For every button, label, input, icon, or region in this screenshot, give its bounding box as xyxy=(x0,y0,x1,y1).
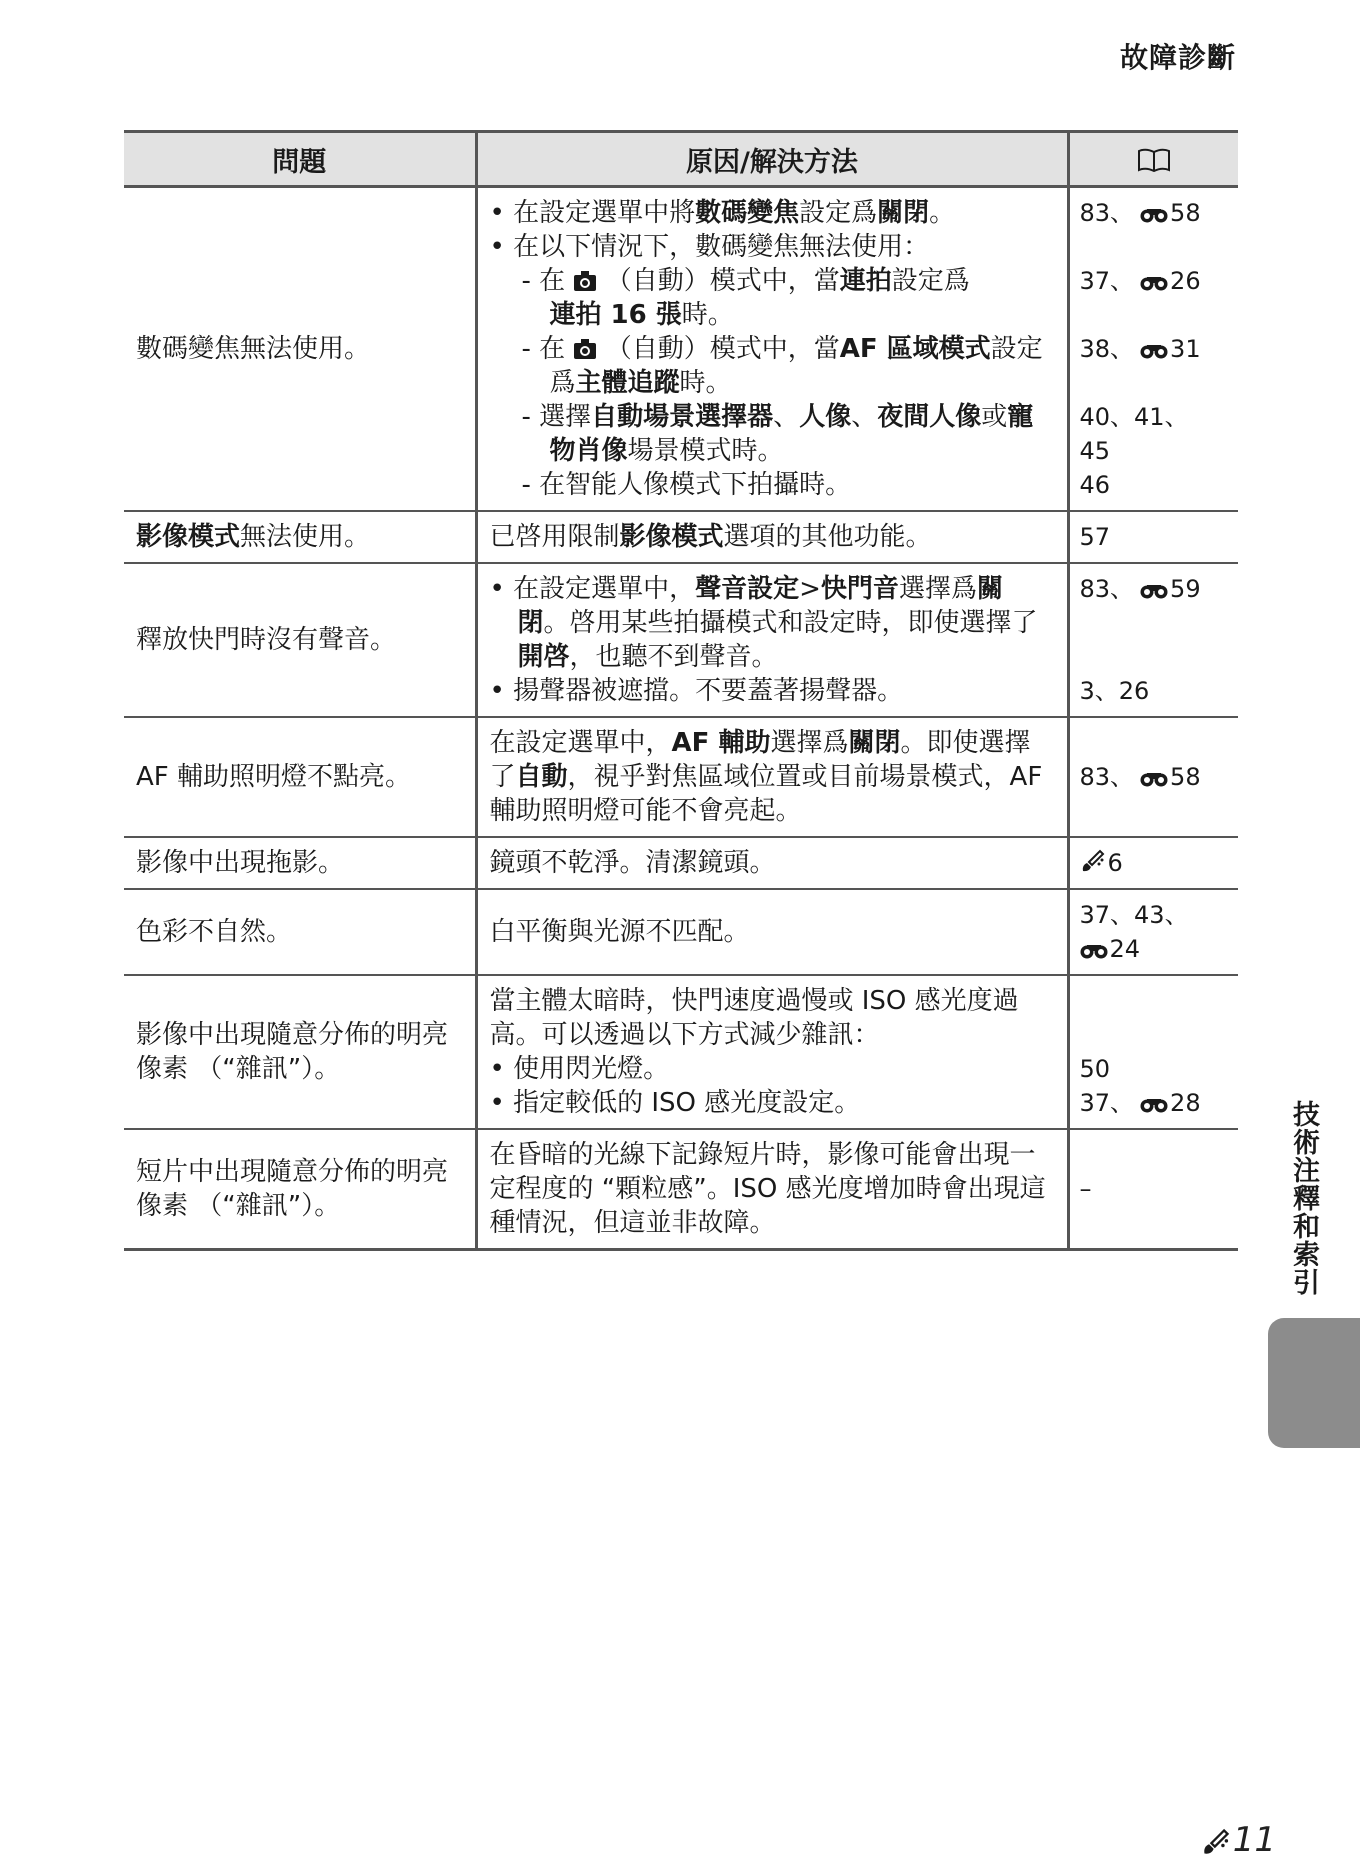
troubleshooting-table xyxy=(124,130,1238,1251)
reference-cell: 50 37、 28 xyxy=(1068,975,1238,1129)
paintbrush-icon xyxy=(1080,848,1106,874)
table-row xyxy=(124,511,1238,563)
table-row xyxy=(124,187,1238,512)
cause-cell: 鏡頭不乾淨。清潔鏡頭。 xyxy=(476,837,1068,889)
table-row xyxy=(124,1129,1238,1250)
binoculars-icon xyxy=(1140,582,1168,600)
problem-cell: 影像中出現隨意分佈的明亮像素 （“雜訊”）。 xyxy=(124,975,476,1129)
binoculars-icon xyxy=(1140,274,1168,292)
cause-cell: • 在設定選單中將數碼變焦設定爲關閉。 • 在以下情況下，數碼變焦無法使用： - 在 （自動）模式中，當連拍設定爲 連拍 16 張時。 - 在 （自動）模式中，當AF 區域模式設定爲主體追蹤時。 - 選擇自動場景選擇器、人像、夜間人像或寵物肖像場景模式時。 - 在智能人像模式下拍攝時。 xyxy=(476,187,1068,512)
page-number: 11 xyxy=(1201,1820,1276,1860)
header-page-reference xyxy=(1068,132,1238,187)
book-icon xyxy=(1137,148,1171,172)
reference-cell: 83、 58 37、 26 38、 31 40、41、 45 46 xyxy=(1068,187,1238,512)
reference-cell: 6 xyxy=(1068,837,1238,889)
problem-cell: 釋放快門時沒有聲音。 xyxy=(124,563,476,717)
table-row xyxy=(124,717,1238,837)
problem-cell: 短片中出現隨意分佈的明亮像素 （“雜訊”）。 xyxy=(124,1129,476,1250)
section-side-label: 技術注釋和索引 xyxy=(1288,1100,1319,1296)
section-tab-marker xyxy=(1268,1318,1360,1448)
reference-cell: 37、43、 24 xyxy=(1068,889,1238,975)
problem-cell: 影像中出現拖影。 xyxy=(124,837,476,889)
header-problem: 問題 xyxy=(124,132,476,187)
cause-cell: 當主體太暗時，快門速度過慢或 ISO 感光度過高。可以透過以下方式減少雜訊： • 使用閃光燈。 • 指定較低的 ISO 感光度設定。 xyxy=(476,975,1068,1129)
binoculars-icon xyxy=(1140,1096,1168,1114)
binoculars-icon xyxy=(1080,942,1108,960)
table-header-row xyxy=(124,132,1238,187)
cause-cell: 在昏暗的光線下記錄短片時，影像可能會出現一定程度的 “顆粒感”。ISO 感光度增加時會出現這種情況，但這並非故障。 xyxy=(476,1129,1068,1250)
problem-cell: 影像模式無法使用。 xyxy=(124,511,476,563)
page-header-title: 故障診斷 xyxy=(1119,41,1236,74)
reference-cell: 83、 58 xyxy=(1068,717,1238,837)
cause-cell: 在設定選單中，AF 輔助選擇爲關閉。即使選擇了自動，視乎對焦區域位置或目前場景模式，AF 輔助照明燈可能不會亮起。 xyxy=(476,717,1068,837)
table-row xyxy=(124,975,1238,1129)
camera-icon xyxy=(573,338,597,360)
table-row xyxy=(124,563,1238,717)
cause-cell: • 在設定選單中，聲音設定>快門音選擇爲關閉。啓用某些拍攝模式和設定時，即使選擇了開啓，也聽不到聲音。 • 揚聲器被遮擋。不要蓋著揚聲器。 xyxy=(476,563,1068,717)
reference-cell: 83、 59 3、26 xyxy=(1068,563,1238,717)
reference-cell: 57 xyxy=(1068,511,1238,563)
table-row xyxy=(124,837,1238,889)
camera-icon xyxy=(573,270,597,292)
problem-cell: 色彩不自然。 xyxy=(124,889,476,975)
problem-cell: AF 輔助照明燈不點亮。 xyxy=(124,717,476,837)
reference-cell: – xyxy=(1068,1129,1238,1250)
binoculars-icon xyxy=(1140,206,1168,224)
cause-cell: 已啓用限制影像模式選項的其他功能。 xyxy=(476,511,1068,563)
paintbrush-icon xyxy=(1201,1827,1231,1857)
binoculars-icon xyxy=(1140,770,1168,788)
header-cause-solution: 原因/解決方法 xyxy=(476,132,1068,187)
table-row xyxy=(124,889,1238,975)
binoculars-icon xyxy=(1140,342,1168,360)
cause-cell: 白平衡與光源不匹配。 xyxy=(476,889,1068,975)
problem-cell: 數碼變焦無法使用。 xyxy=(136,334,371,364)
